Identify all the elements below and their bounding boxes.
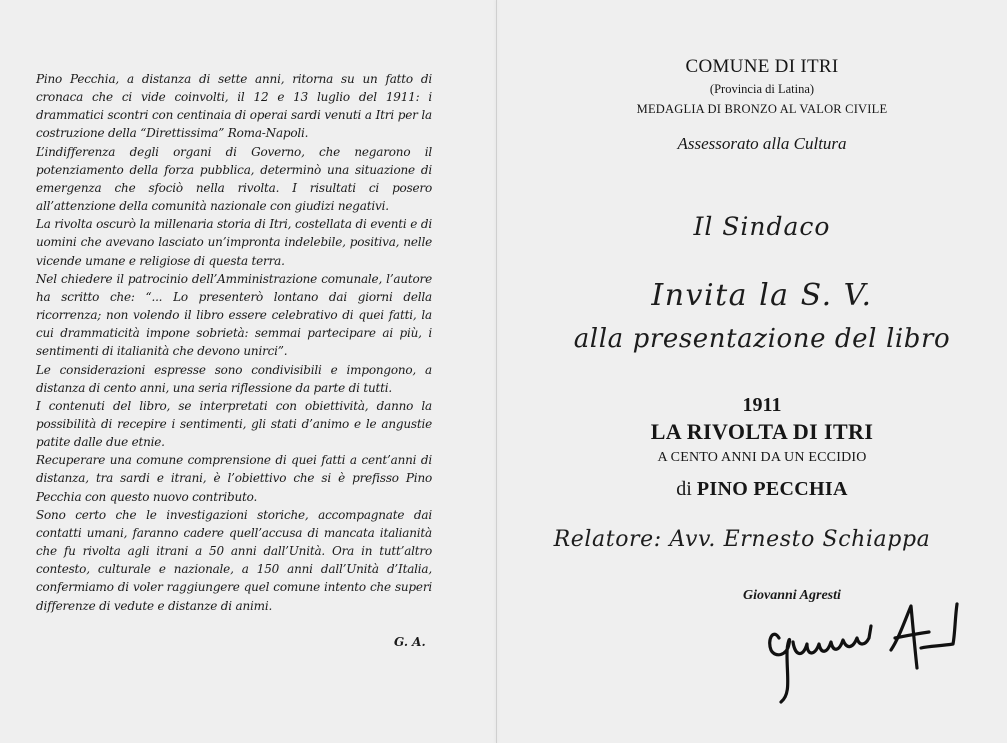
presentation-line: alla presentazione del libro [573, 324, 951, 354]
preface-paragraph: Pino Pecchia, a distanza di sette anni, ritorna su un fatto di cronaca che ci vide coinvolti, il 12 e 13 luglio del 1911: i drammatici scontri con centinaia di operai sardi venuti a Itri per la costruzione della “Direttissima” Roma-Napoli. [36, 72, 432, 141]
department-label: Assessorato alla Cultura [677, 134, 847, 153]
book-author [497, 478, 1007, 501]
preface-paragraph: Recuperare una comune comprensione di quei fatti a cent’anni di distanza, tra sardi e itrani, è l’obiettivo che si è prefisso Pino Pecchia con questo nuovo contributo. [36, 453, 432, 504]
invitation-line: Invita la S. V. [651, 278, 873, 313]
mayor-heading: Il Sindaco [693, 212, 831, 241]
speaker-line: Relatore: Avv. Ernesto Schiappa [553, 527, 931, 552]
author-initials: G. A. [394, 635, 426, 649]
preface-paragraph: Nel chiedere il patrocinio dell’Amministrazione comunale, l’autore ha scritto che: “... Lo presenterò lontano dai giorni della ricorrenza; non volendo il libro essere celebrativo di quei fatti, la cui drammaticità impone sobrietà: semmai partecipare ai più, i sentimenti di italianità che devono unirci”. [36, 271, 432, 359]
book-subtitle: A CENTO ANNI DA UN ECCIDIO [657, 450, 867, 465]
province-label: (Provincia di Latina) [709, 82, 815, 96]
preface-paragraph: La rivolta oscurò la millenaria storia di Itri, costellata di eventi e di uomini che avevano lasciato un’impronta indelebile, positiva, nelle vicende umane e religiose di questa terra. [36, 217, 432, 268]
author-prefix: di [676, 478, 692, 500]
book-year: 1911 [742, 394, 782, 416]
preface-paragraph: I contenuti del libro, se interpretati con obiettività, danno la possibilità di recepire i sentimenti, gli stati d’animo e le angustie patite dalle due etnie. [36, 398, 432, 450]
preface-paragraph: Sono certo che le investigazioni storiche, accompagnate dai contatti umani, faranno cadere quell’accusa di mancata italianità che fu rivolta agli itrani a 50 anni dall’Unità. Ora in tutt’altro contesto, culturale e nazionale, a 150 anni dall’Unità d’Italia, confermiamo di voler raggiungere quel comune intento che superi differenze di vedute e distanze di animi. [36, 507, 432, 613]
preface-paragraph: L’indifferenza degli organi di Governo, che negarono il potenziamento della forza pubblica, determinò una situazione di emergenza che sfociò nella rivolta. I risultati ci posero all’attenzione della comunità nazionale con giudizi negativi. [36, 144, 432, 214]
signatory-name: Giovanni Agresti [743, 588, 841, 603]
author-name: PINO PECCHIA [696, 478, 848, 500]
medal-label: MEDAGLIA DI BRONZO AL VALOR CIVILE [636, 102, 888, 116]
handwritten-signature [765, 598, 965, 708]
preface-text [36, 70, 432, 615]
right-page [497, 0, 1007, 743]
preface-paragraph: Le considerazioni espresse sono condivisibili e impongono, a distanza di cento anni, una seria riflessione da parte di tutti. [36, 362, 432, 395]
book-title: LA RIVOLTA DI ITRI [650, 419, 874, 444]
left-page [0, 0, 496, 743]
municipality-name: COMUNE DI ITRI [685, 56, 839, 77]
